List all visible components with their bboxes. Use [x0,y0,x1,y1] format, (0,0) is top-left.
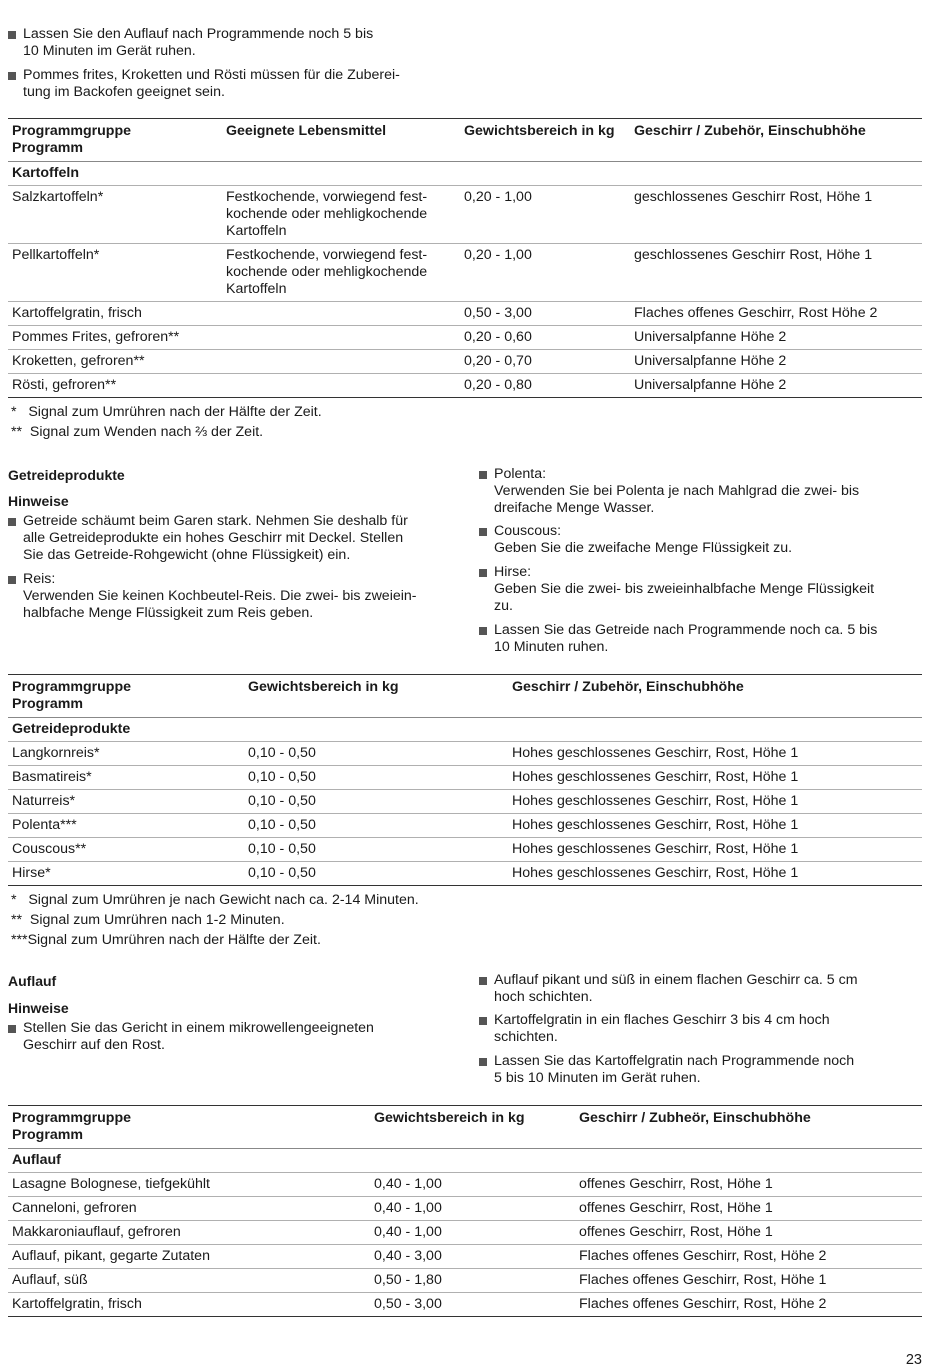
table-row [8,302,922,326]
auflauf-bullet-4: Lassen Sie das Kartoffelgratin nach Programmende noch 5 bis 10 Minuten im Gerät ruhen. [479,1053,924,1087]
table-row [8,1197,922,1221]
column-header: Geeignete Lebensmittel [226,123,387,139]
bullet-square-icon [8,72,16,80]
table-row [8,814,922,838]
cell-program: Naturreis* [12,793,76,809]
cell-foods [222,350,460,374]
cell-dish: Hohes geschlossenes Geschirr, Rost, Höhe 1 [512,817,799,833]
column-header: Geschirr / Zubehör, Einschubhöhe [512,679,744,695]
column-header: Gewichtsbereich in kg [374,1110,525,1126]
cell-weight: 0,20 - 1,00 [464,189,532,205]
cell-dish: geschlossenes Geschirr Rost, Höhe 1 [634,247,873,263]
table-getreide [8,674,922,886]
table-row [8,742,922,766]
table-row [8,374,922,398]
cell-program: Makkaroniauflauf, gefroren [12,1224,181,1240]
getreide-bullet-6: Lassen Sie das Getreide nach Programmende noch ca. 5 bis 10 Minuten ruhen. [479,622,924,656]
cell-program: Pommes Frites, gefroren** [12,329,180,345]
table2-footnotes [11,890,419,950]
group-label: Getreideprodukte [12,721,131,737]
cell-dish: offenes Geschirr, Rost, Höhe 1 [579,1224,773,1240]
bullet-square-icon [8,1025,16,1033]
table-group-row [8,718,922,742]
cell-dish: Hohes geschlossenes Geschirr, Rost, Höhe 1 [512,769,799,785]
cell-weight: 0,10 - 0,50 [248,817,316,833]
cell-dish: Flaches offenes Geschirr, Rost Höhe 2 [634,305,878,321]
section-subtitle-hinweise: Hinweise [8,1000,69,1016]
table-row [8,1269,922,1293]
table-row [8,766,922,790]
column-header: Gewichtsbereich in kg [248,679,399,695]
cell-foods: Festkochende, vorwiegend fest- kochende oder mehligkochende Kartoffeln [226,189,428,239]
cell-program: Langkornreis* [12,745,100,761]
cell-dish: Universalpfanne Höhe 2 [634,329,787,345]
cell-program: Pellkartoffeln* [12,247,100,263]
getreide-bullet-5: Hirse: Geben Sie die zwei- bis zweieinhalbfache Menge Flüssigkeit zu. [479,564,924,615]
group-label: Auflauf [12,1152,61,1168]
cell-program: Polenta*** [12,817,77,833]
cell-weight: 0,20 - 1,00 [464,247,532,263]
cell-program: Couscous** [12,841,87,857]
cell-weight: 0,40 - 3,00 [374,1248,442,1264]
bullet-square-icon [8,518,16,526]
cell-program: Kroketten, gefroren** [12,353,145,369]
table-row [8,1293,922,1317]
cell-dish: Hohes geschlossenes Geschirr, Rost, Höhe 1 [512,841,799,857]
table-row [8,838,922,862]
auflauf-bullet-3: Kartoffelgratin in ein flaches Geschirr 3 bis 4 cm hoch schichten. [479,1012,924,1046]
table-auflauf [8,1105,922,1317]
column-header: Programmgruppe Programm [12,679,132,712]
cell-dish: Hohes geschlossenes Geschirr, Rost, Höhe 1 [512,793,799,809]
table-row [8,1221,922,1245]
section-title-getreide: Getreideprodukte [8,467,125,483]
cell-foods [222,326,460,350]
cell-weight: 0,10 - 0,50 [248,841,316,857]
cell-program: Auflauf, süß [12,1272,88,1288]
table-row [8,1173,922,1197]
bullet-square-icon [479,569,487,577]
getreide-bullet-2: Reis: Verwenden Sie keinen Kochbeutel-Reis. Die zwei- bis zweiein- halbfache Menge Flüssigkeit zum Reis geben. [8,571,458,622]
section-title-auflauf: Auflauf [8,973,57,989]
table-header-row [8,1106,922,1149]
table-row [8,244,922,302]
cell-weight: 0,20 - 0,80 [464,377,532,393]
cell-weight: 0,50 - 3,00 [374,1296,442,1312]
table-header-row [8,675,922,718]
cell-weight: 0,40 - 1,00 [374,1224,442,1240]
getreide-bullet-1: Getreide schäumt beim Garen stark. Nehmen Sie deshalb für alle Getreideprodukte ein hohes Geschirr mit Deckel. Stellen Sie das Getreide-Rohgewicht (ohne Flüssigkeit) ein. [8,513,458,564]
footnote: * Signal zum Umrühren nach der Hälfte der Zeit. [11,404,322,420]
cell-foods: Festkochende, vorwiegend fest- kochende oder mehligkochende Kartoffeln [226,247,428,297]
bullet-square-icon [8,31,16,39]
getreide-bullet-4: Couscous: Geben Sie die zweifache Menge Flüssigkeit zu. [479,523,924,557]
auflauf-bullet-2: Auflauf pikant und süß in einem flachen Geschirr ca. 5 cm hoch schichten. [479,972,924,1006]
cell-program: Salzkartoffeln* [12,189,104,205]
cell-dish: offenes Geschirr, Rost, Höhe 1 [579,1176,773,1192]
bullet-square-icon [479,528,487,536]
cell-weight: 0,10 - 0,50 [248,769,316,785]
cell-program: Rösti, gefroren** [12,377,117,393]
table-row [8,326,922,350]
section-subtitle-hinweise: Hinweise [8,493,69,509]
cell-dish: Universalpfanne Höhe 2 [634,377,787,393]
cell-program: Auflauf, pikant, gegarte Zutaten [12,1248,210,1264]
cell-program: Lasagne Bolognese, tiefgekühlt [12,1176,210,1192]
cell-program: Canneloni, gefroren [12,1200,137,1216]
cell-program: Hirse* [12,865,51,881]
bullet-square-icon [479,627,487,635]
footnote: ***Signal zum Umrühren nach der Hälfte der Zeit. [11,932,321,948]
cell-program: Kartoffelgratin, frisch [12,305,142,321]
cell-dish: Flaches offenes Geschirr, Rost, Höhe 1 [579,1272,827,1288]
table1-footnotes [11,402,322,442]
bullet-square-icon [479,1017,487,1025]
cell-weight: 0,10 - 0,50 [248,865,316,881]
column-header: Programmgruppe Programm [12,123,132,156]
cell-weight: 0,50 - 3,00 [464,305,532,321]
table-group-row [8,1149,922,1173]
cell-program: Basmatireis* [12,769,92,785]
getreide-bullet-3: Polenta: Verwenden Sie bei Polenta je nach Mahlgrad die zwei- bis dreifache Menge Wasser. [479,466,924,517]
cell-weight: 0,40 - 1,00 [374,1176,442,1192]
cell-dish: Hohes geschlossenes Geschirr, Rost, Höhe 1 [512,745,799,761]
table-row [8,862,922,886]
table-header-row [8,119,922,162]
column-header: Programmgruppe Programm [12,1110,132,1143]
cell-foods [222,302,460,326]
column-header: Geschirr / Zubheör, Einschubhöhe [579,1110,811,1126]
page-number: 23 [905,1352,922,1368]
cell-weight: 0,20 - 0,60 [464,329,532,345]
bullet-square-icon [479,1058,487,1066]
table-kartoffeln [8,118,922,398]
cell-foods [222,374,460,398]
cell-dish: Universalpfanne Höhe 2 [634,353,787,369]
cell-dish: geschlossenes Geschirr Rost, Höhe 1 [634,189,873,205]
table-row [8,186,922,244]
bullet-square-icon [8,576,16,584]
cell-weight: 0,10 - 0,50 [248,793,316,809]
cell-dish: Hohes geschlossenes Geschirr, Rost, Höhe 1 [512,865,799,881]
cell-weight: 0,50 - 1,80 [374,1272,442,1288]
table-row [8,790,922,814]
table-group-row [8,162,922,186]
bullet-square-icon [479,471,487,479]
column-header: Gewichtsbereich in kg [464,123,615,139]
cell-dish: Flaches offenes Geschirr, Rost, Höhe 2 [579,1296,827,1312]
column-header: Geschirr / Zubehör, Einschubhöhe [634,123,866,139]
cell-program: Kartoffelgratin, frisch [12,1296,142,1312]
footnote: * Signal zum Umrühren je nach Gewicht nach ca. 2-14 Minuten. [11,892,419,908]
group-label: Kartoffeln [12,165,79,181]
table-row [8,1245,922,1269]
cell-dish: Flaches offenes Geschirr, Rost, Höhe 2 [579,1248,827,1264]
footnote: ** Signal zum Umrühren nach 1-2 Minuten. [11,912,285,928]
footnote: ** Signal zum Wenden nach ⅔ der Zeit. [11,424,264,440]
table-row [8,350,922,374]
cell-dish: offenes Geschirr, Rost, Höhe 1 [579,1200,773,1216]
cell-weight: 0,40 - 1,00 [374,1200,442,1216]
cell-weight: 0,20 - 0,70 [464,353,532,369]
intro-bullet-1: Lassen Sie den Auflauf nach Programmende noch 5 bis 10 Minuten im Gerät ruhen. [8,26,448,60]
cell-weight: 0,10 - 0,50 [248,745,316,761]
intro-bullet-2: Pommes frites, Kroketten und Rösti müssen für die Zuberei- tung im Backofen geeignet sein. [8,67,448,101]
bullet-square-icon [479,977,487,985]
auflauf-bullet-1: Stellen Sie das Gericht in einem mikrowellengeeigneten Geschirr auf den Rost. [8,1020,458,1054]
